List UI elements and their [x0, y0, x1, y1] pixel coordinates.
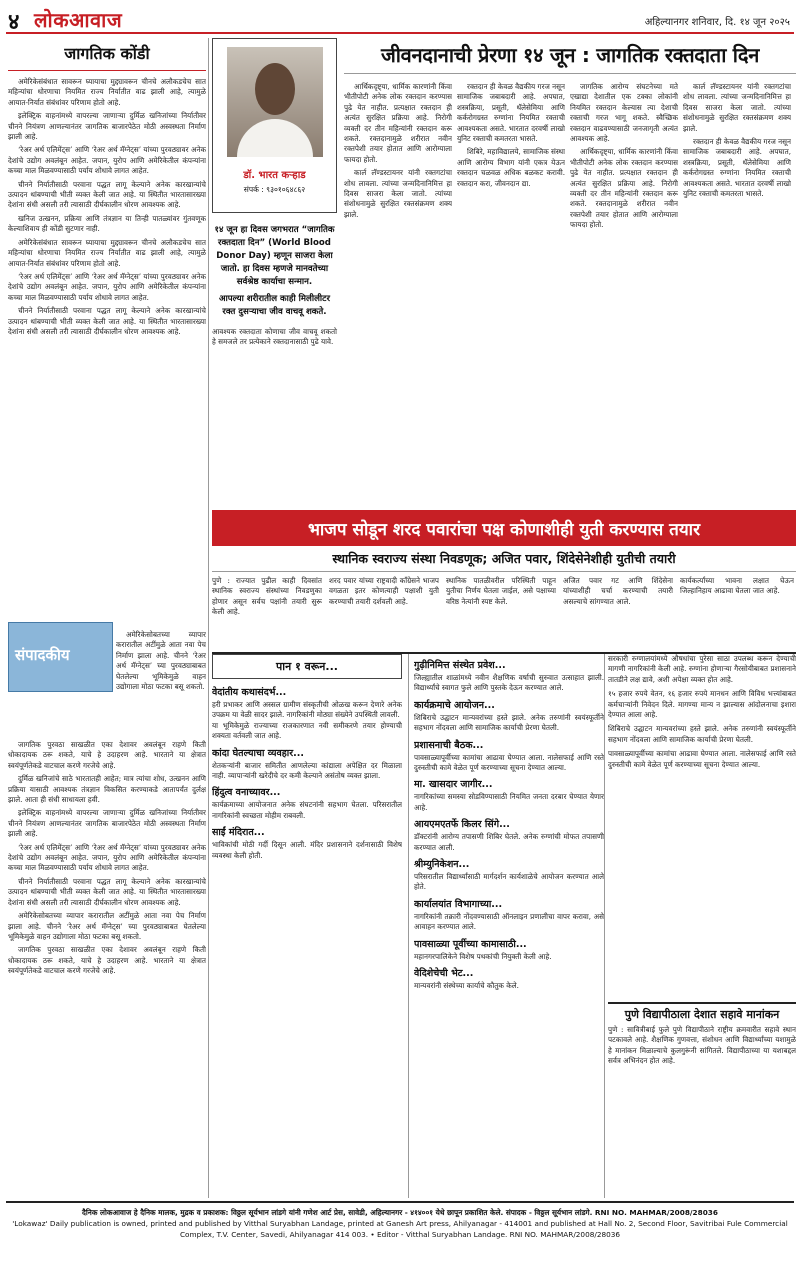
- author-photo: [227, 47, 323, 157]
- imprint-footer: [6, 1201, 794, 1265]
- story-text: कार्यक्रमाच्या आयोजनात अनेक संघटनांनी सहभाग घेतला. परिसरातील नागरिकांनी स्वच्छता मोहीम राबवली.: [212, 800, 402, 820]
- pune-news-title: पुणे विद्यापीठाला देशात सहावे मानांकन: [624, 1008, 780, 1021]
- story-text: परिसरातील विद्यार्थ्यांसाठी मार्गदर्शन कार्यशाळेचे आयोजन करण्यात आले होते.: [414, 872, 604, 892]
- paragraph: जागतिक पुरवठा साखळीत एका देशावर अवलंबून राहणे किती धोकादायक ठरू शकते, याचे हे उदाहरण आहे. भारताने या क्षेत्रात स्वयंपूर्णतेकडे वाटचाल करणे गरजेचे आहे.: [8, 945, 206, 976]
- feature-article: [212, 38, 796, 508]
- story-text: या भूमिकेमुळे राज्याच्या राजकारणात नवी समीकरणे तयार होण्याची शक्यता वर्तवली जात आहे.: [212, 720, 402, 741]
- author-name: डॉ. भारत कऱ्हाड: [243, 170, 306, 181]
- main-news-headline: भाजप सोडून शरद पवारांचा पक्ष कोणाशीही युती करण्यास तयार: [307, 519, 701, 540]
- story-text: नागरिकांच्या समस्या सोडविण्यासाठी नियमित जनता दरबार घेण्यात येणार आहे.: [414, 792, 604, 812]
- news-column-4: अजित पवार गट आणि शिंदेसेना यांच्याशीही चर्चा करण्याची तयारी असल्याचे सांगण्यात आले.: [563, 576, 673, 606]
- paragraph: रक्तदान ही केवळ वैद्यकीय गरज नसून सामाजिक जबाबदारी आहे. अपघात, शस्त्रक्रिया, प्रसूती, थॅलेसेमिया आणि कर्करोगग्रस्त रुग्णांना नियमित रक्ताची आवश्यकता असते. भारतात दरवर्षी लाखो युनिट रक्ताची कमतरता भासते.: [457, 82, 565, 144]
- story-heading: कार्यालयांत विभागाच्या...: [414, 898, 503, 910]
- feature-headline: जीवनदानाची प्रेरणा १४ जून : जागतिक रक्तदाता दिन: [380, 43, 760, 67]
- feature-column-1: [344, 82, 452, 502]
- paragraph: चीनने निर्यातीसाठी परवाना पद्धत लागू केल्याने अनेक कारखान्यांचे उत्पादन थांबण्याची भीती व्यक्त केली जात आहे. या स्थितीत भारतासारख्या देशांना संधी असली तरी त्यासाठी दीर्घकालीन धोरण आवश्यक आहे.: [8, 306, 206, 336]
- paragraph: दुर्मिळ खनिजांचे साठे भारतातही आहेत; मात्र त्यांचा शोध, उत्खनन आणि प्रक्रिया यासाठी आवश्यक तंत्रज्ञान विकसित करण्याकडे आतापर्यंत दुर्लक्ष झाले. आता ही संधी साधायला हवी.: [8, 774, 206, 805]
- paragraph: अमेरिकेसंबंधात सावरून घ्यायाचा मुद्द्यावरून चीनचे अलौकडचेच सात महिन्यांचा धोरणाचा नियमित राज्य निर्यातीत वाढ झाली आहे, त्यामुळे आयात-निर्यात संबंधांवर परिणाम होतो आहे.: [8, 77, 206, 107]
- newspaper-logo: लोकआवाज: [34, 8, 123, 32]
- paragraph: अमेरिकेसोबतच्या व्यापार करारातील अटींमुळे आता नवा पेच निर्माण झाला आहे. चीनने ‘रेअर अर्थ मॅग्नेट्स’ च्या पुरवठ्याबाबत घेतलेल्या भूमिकेमुळे वाहन उद्योगाला मोठा फटका बसू शकतो.: [8, 911, 206, 941]
- story-heading: मा. खासदार जागीर...: [414, 779, 493, 791]
- page-number: ४: [8, 10, 20, 35]
- edition-date: अहिल्यानगर शनिवार, दि. १४ जून २०२५: [644, 17, 790, 28]
- paragraph: ‘रेअर अर्थ एलिमेंट्स’ आणि ‘रेअर अर्थ मॅग्नेट्स’ यांच्या पुरवठ्यावर अनेक देशांचे उद्योग अवलंबून आहेत. जपान, युरोप आणि अमेरिकेतील कंपन्यांना कच्चा माल मिळवण्यासाठी पर्याय शोधावे लागत आहेत.: [8, 271, 206, 302]
- left-article-body: [8, 77, 206, 337]
- continued-heading: पान १ वरून...: [212, 654, 402, 679]
- paragraph: चीनने निर्यातीसाठी परवाना पद्धत लागू केल्याने अनेक कारखान्यांचे उत्पादन थांबण्याची भीती व्यक्त केली जात आहे. या स्थितीत भारतासारख्या देशांना संधी असली तरी त्यासाठी दीर्घकालीन धोरण आवश्यक आहे.: [8, 876, 206, 907]
- paragraph: जागतिक आरोग्य संघटनेच्या मते एखाद्या देशातील एक टक्का लोकांनी नियमित रक्तदान केल्यास त्या देशाची रक्ताची गरज भागू शकते. स्वैच्छिक रक्तदान वाढवण्यासाठी जनजागृती अत्यंत आवश्यक आहे.: [570, 82, 678, 144]
- story-text: डॉक्टरांनी आरोग्य तपासणी शिबिर घेतले. अनेक रुग्णांची मोफत तपासणी करण्यात आली.: [414, 832, 604, 852]
- editorial-label: संपादकीय: [15, 646, 70, 664]
- left-article-lower: [8, 740, 206, 980]
- story-heading: पावसाळ्या पूर्वीच्या कामासाठी...: [414, 938, 527, 950]
- story-heading: कार्यक्रमाचे आयोजन...: [414, 699, 495, 711]
- lower-column-3: [608, 654, 796, 998]
- paragraph: जागतिक पुरवठा साखळीत एका देशावर अवलंबून राहणे किती धोकादायक ठरू शकते, याचे हे उदाहरण आहे. भारताने या क्षेत्रात स्वयंपूर्णतेकडे वाटचाल करणे गरजेचे आहे.: [8, 740, 206, 770]
- story-text: पावसाळ्यापूर्वीच्या कामांचा आढावा घेण्यात आला. नालेसफाई आणि रस्ते दुरुस्तीची कामे वेळेत पूर्ण करण्याच्या सूचना देण्यात आल्या.: [414, 752, 604, 773]
- paragraph: इलेक्ट्रिक वाहनांमध्ये वापरल्या जाणाऱ्या दुर्मिळ खनिजांच्या निर्यातीवर चीनने नियंत्रण आणल्यानंतर जागतिक बाजारपेठेत मोठी अस्वस्थता निर्माण झाली आहे.: [8, 808, 206, 839]
- news-column-5: कार्यकर्त्यांच्या भावना लक्षात घेऊन जिल्हानिहाय आढावा घेतला जात आहे.: [680, 576, 794, 596]
- author-bio: आवश्यक रक्तदाता कोणाचा जीव वाचवू शकतो हे समजले तर प्रत्येकाने रक्तदानासाठी पुढे यावे.: [212, 327, 337, 347]
- story-heading: वेदिशेचेची भेट...: [414, 968, 474, 980]
- portrait-face: [255, 63, 295, 115]
- paragraph: रक्तदान ही केवळ वैद्यकीय गरज नसून सामाजिक जबाबदारी आहे. अपघात, शस्त्रक्रिया, प्रसूती, थॅलेसेमिया आणि कर्करोगग्रस्त रुग्णांना नियमित रक्ताची आवश्यकता असते. भारतात दरवर्षी लाखो युनिट रक्ताची कमतरता भासते.: [683, 137, 791, 199]
- story-heading: गुढ़ीनिमित्त संस्थेत प्रवेश...: [414, 660, 506, 671]
- editorial-label-box: [8, 622, 113, 692]
- column-divider: [408, 654, 409, 1198]
- story-text: भाविकांची मोठी गर्दी दिसून आली. मंदिर प्रशासनाने दर्शनासाठी विशेष व्यवस्था केली होती.: [212, 840, 402, 860]
- paragraph: खनिज उत्खनन, प्रक्रिया आणि तंत्रज्ञान या तिन्ही पातळ्यांवर गुंतवणूक केल्याशिवाय ही कोंडी सुटणार नाही.: [8, 213, 206, 234]
- story-text: पावसाळ्यापूर्वीच्या कामांचा आढावा घेण्यात आला. नालेसफाई आणि रस्ते दुरुस्तीची कामे वेळेत पूर्ण करण्याच्या सूचना देण्यात आल्या.: [608, 749, 796, 769]
- imprint-english: 'Lokawaz' Daily publication is owned, printed and published by Vitthal Suryabhan Landage, printed at Ganesh Art press, Ahilyanagar - 414001 and published at Hall No. 2, Second Floor, Savitribai Fule Commercial Complex, T.V. Center, Savedi, Ahilyanagar 414 003. • Editor - Vitthal Suryabhan Landage. RNI NO. MAHMAR/2008/28036: [12, 1219, 788, 1239]
- left-article-heading: जागतिक कोंडी: [8, 38, 206, 71]
- lower-column-1: [212, 654, 402, 1196]
- left-column-article: [8, 38, 206, 1198]
- lower-column-2: [414, 654, 604, 1196]
- story-text: नागरिकांनी तक्रारी नोंदवण्यासाठी ऑनलाइन प्रणालीचा वापर करावा, असे आवाहन करण्यात आले.: [414, 911, 604, 932]
- paragraph: शिबिरे, महाविद्यालये, सामाजिक संस्था आणि आरोग्य विभाग यांनी एकत्र येऊन रक्तदान चळवळ अधिक बळकट करावी. रक्तदान करा, जीवनदान द्या.: [457, 147, 565, 188]
- paragraph: चीनने निर्यातीसाठी परवाना पद्धत लागू केल्याने अनेक कारखान्यांचे उत्पादन थांबण्याची भीती व्यक्त केली जात आहे. या स्थितीत भारतासारख्या देशांना संधी असली तरी त्यासाठी दीर्घकालीन धोरण आवश्यक आहे.: [8, 179, 206, 210]
- story-text: जिल्ह्यातील शाळांमध्ये नवीन शैक्षणिक वर्षाची सुरुवात उत्साहात झाली. विद्यार्थ्यांचे स्वागत फुले आणि पुस्तके देऊन करण्यात आले.: [414, 673, 604, 693]
- portrait-shirt: [237, 119, 313, 157]
- story-heading: प्रशासनाची बैठक...: [414, 739, 484, 751]
- feature-column-4: [683, 82, 791, 502]
- pune-university-news: [608, 1002, 796, 1196]
- story-text: शेतकऱ्यांनी बाजार समितीत आणलेल्या कांद्याला अपेक्षित दर मिळाला नाही. व्यापाऱ्यांनी खरेदीचे दर कमी केल्याने असंतोष व्यक्त झाला.: [212, 760, 402, 781]
- story-text: हरी प्रभाकर आणि अस्सल ग्रामीण संस्कृतीची ओळख करून देणारे अनेक उपक्रम या वेळी सादर झाले. नागरिकांनी मोठ्या संख्येने उपस्थिती लावली.: [212, 700, 402, 720]
- paragraph: ‘रेअर अर्थ एलिमेंट्स’ आणि ‘रेअर अर्थ मॅग्नेट्स’ यांच्या पुरवठ्यावर अनेक देशांचे उद्योग अवलंबून आहेत. जपान, युरोप आणि अमेरिकेतील कंपन्यांना कच्चा माल मिळवण्यासाठी पर्याय शोधावे लागत आहेत.: [8, 842, 206, 873]
- news-column-3: स्थानिक पातळीवरील परिस्थिती पाहून युतीचा निर्णय घेतला जाईल, असे पक्षाच्या वरिष्ठ नेत्यांनी स्पष्ट केले.: [446, 576, 556, 606]
- story-heading: वेदांतीय कथासंदर्भ...: [212, 687, 287, 698]
- story-text: सरकारी रुग्णालयांमध्ये औषधांचा पुरेसा साठा उपलब्ध करून देण्याची मागणी नागरिकांनी केली आहे. रुग्णांना होणाऱ्या गैरसोयीबाबत प्रशासनाने तातडीने लक्ष द्यावे, अशी अपेक्षा व्यक्त होत आहे.: [608, 654, 796, 684]
- author-photo-box: [212, 38, 337, 213]
- story-text: शिबिराचे उद्घाटन मान्यवरांच्या हस्ते झाले. अनेक तरुणांनी स्वयंस्फूर्तीने सहभाग नोंदवला आणि सामाजिक कार्याची प्रेरणा घेतली.: [414, 712, 604, 733]
- story-heading: आयएमएतर्फे किलर सिंगे...: [414, 819, 510, 831]
- news-column-2: शरद पवार यांच्या राष्ट्रवादी काँग्रेसने भाजप वगळता इतर कोणत्याही पक्षाशी युती करण्याची तयारी दर्शवली आहे.: [329, 576, 439, 606]
- main-news-subheadline: स्थानिक स्वराज्य संस्था निवडणूक; अजित पवार, शिंदेसेनेशीही युतीची तयारी: [212, 550, 796, 572]
- paragraph: आर्थिकदृष्ट्या, धार्मिक कारणांनी किंवा भीतीपोटी अनेक लोक रक्तदान करण्यास पुढे येत नाहीत. प्रत्यक्षात रक्तदान ही अत्यंत सुरक्षित प्रक्रिया आहे. निरोगी व्यक्ती दर तीन महिन्यांनी रक्तदान करू शकते. रक्तदानामुळे शरीरात नवीन रक्तपेशी तयार होतात आणि आरोग्याला फायदा होतो.: [344, 82, 452, 164]
- paragraph: कार्ल लॅण्डस्टायनर यांनी रक्तगटांचा शोध लावला. त्यांच्या जन्मदिनानिमित्त हा दिवस साजरा केला जातो. त्यांच्या संशोधनामुळे सुरक्षित रक्तसंक्रमण शक्य झाले.: [683, 82, 791, 133]
- story-heading: श्रीम्युनिकेशन...: [414, 859, 470, 871]
- feature-column-2: [457, 82, 565, 502]
- paragraph: इलेक्ट्रिक वाहनांमध्ये वापरल्या जाणाऱ्या दुर्मिळ खनिजांच्या निर्यातीवर चीनने नियंत्रण आणल्यानंतर जागतिक बाजारपेठेत मोठी अस्वस्थता निर्माण झाली आहे.: [8, 111, 206, 142]
- feature-headline-bar: [344, 38, 796, 74]
- paragraph: अमेरिकेसंबंधात सावरून घ्यायाचा मुद्द्यावरून चीनचे अलौकडचेच सात महिन्यांचा धोरणाचा नियमित राज्य निर्यातीत वाढ झाली आहे, त्यामुळे आयात-निर्यात संबंधांवर परिणाम होतो आहे.: [8, 237, 206, 268]
- pull-quote-tail: आपल्या शरीरातील काही मिलीलीटर रक्त दुसऱ्याचा जीव वाचवू शकते.: [219, 294, 330, 317]
- pune-news-text: पुणे : सावित्रीबाई फुले पुणे विद्यापीठाने राष्ट्रीय क्रमवारीत सहावे स्थान पटकावले आहे. शैक्षणिक गुणवत्ता, संशोधन आणि विद्यार्थ्यांच्या यशामुळे हे मानांकन मिळाल्याचे कुलगुरूंनी सांगितले. विद्यापीठाच्या या यशाबद्दल सर्वत्र अभिनंदन होत आहे.: [608, 1025, 796, 1066]
- main-news-banner: [212, 510, 796, 546]
- story-text: महानगरपालिकेने विशेष पथकांची नियुक्ती केली आहे.: [414, 951, 552, 961]
- pull-quote: [212, 224, 337, 348]
- story-text: मान्यवरांनी संस्थेच्या कार्याचे कौतुक केले.: [414, 981, 519, 991]
- story-heading: साईं मंदिरात...: [212, 827, 265, 839]
- author-contact: संपर्क : ९३०१०६४८६२: [243, 185, 306, 194]
- pull-quote-text: १४ जून हा दिवस जगभरात “जागतिक रक्तदाता दिन” (World Blood Donor Day) म्हणून साजरा केला जातो. हा दिवस म्हणजे मानवतेच्या सर्वश्रेष्ठ कार्याचा सन्मान.: [214, 225, 335, 287]
- imprint-marathi: दैनिक लोकआवाज हे दैनिक मालक, मुद्रक व प्रकाशक: विठ्ठल सूर्यभान लांडगे यांनी गणेश आर्ट प्रेस, सावेडी, अहिल्यानगर - ४१४००१ येथे छापून प्रकाशित केले. संपादक - विठ्ठल सूर्यभान लांडगे. RNI NO. MAHMAR/2008/28036: [82, 1208, 718, 1217]
- left-article-side: [116, 630, 206, 695]
- feature-column-3: [570, 82, 678, 502]
- column-divider: [604, 654, 605, 1198]
- paragraph: कार्ल लॅण्डस्टायनर यांनी रक्तगटांचा शोध लावला. त्यांच्या जन्मदिनानिमित्त हा दिवस साजरा केला जातो. त्यांच्या संशोधनामुळे सुरक्षित रक्तसंक्रमण शक्य झाले.: [344, 168, 452, 219]
- news-column-1: पुणे : राज्यात पुढील काही दिवसांत स्थानिक स्वराज्य संस्थांच्या निवडणुका होणार असून सर्वच पक्षांनी तयारी सुरू केली आहे.: [212, 576, 322, 617]
- paragraph: अमेरिकेसोबतच्या व्यापार करारातील अटींमुळे आता नवा पेच निर्माण झाला आहे. चीनने ‘रेअर अर्थ मॅग्नेट्स’ च्या पुरवठ्याबाबत घेतलेल्या भूमिकेमुळे वाहन उद्योगाला मोठा फटका बसू शकतो.: [116, 630, 206, 692]
- paragraph: ‘रेअर अर्थ एलिमेंट्स’ आणि ‘रेअर अर्थ मॅग्नेट्स’ यांच्या पुरवठ्यावर अनेक देशांचे उद्योग अवलंबून आहेत. जपान, युरोप आणि अमेरिकेतील कंपन्यांना कच्चा माल मिळवण्यासाठी पर्याय शोधावे लागत आहेत.: [8, 145, 206, 176]
- masthead: [6, 6, 794, 34]
- story-text: शिबिराचे उद्घाटन मान्यवरांच्या हस्ते झाले. अनेक तरुणांनी स्वयंस्फूर्तीने सहभाग नोंदवला आणि सामाजिक कार्याची प्रेरणा घेतली.: [608, 724, 796, 744]
- story-heading: हिंदुत्व वनाच्यावर...: [212, 787, 281, 799]
- column-divider: [208, 38, 209, 1198]
- story-heading: कांदा घेतल्याचा व्यवहार...: [212, 747, 304, 759]
- story-text: १५ हजार रुपये वेतन, १६ हजार रुपये मानधन आणि विविध भत्त्यांबाबत कर्मचाऱ्यांनी निवेदन दिले. मागण्या मान्य न झाल्यास आंदोलनाचा इशारा देण्यात आला आहे.: [608, 689, 796, 720]
- paragraph: आर्थिकदृष्ट्या, धार्मिक कारणांनी किंवा भीतीपोटी अनेक लोक रक्तदान करण्यास पुढे येत नाहीत. प्रत्यक्षात रक्तदान ही अत्यंत सुरक्षित प्रक्रिया आहे. निरोगी व्यक्ती दर तीन महिन्यांनी रक्तदान करू शकते. रक्तदानामुळे शरीरात नवीन रक्तपेशी तयार होतात आणि आरोग्याला फायदा होतो.: [570, 147, 678, 230]
